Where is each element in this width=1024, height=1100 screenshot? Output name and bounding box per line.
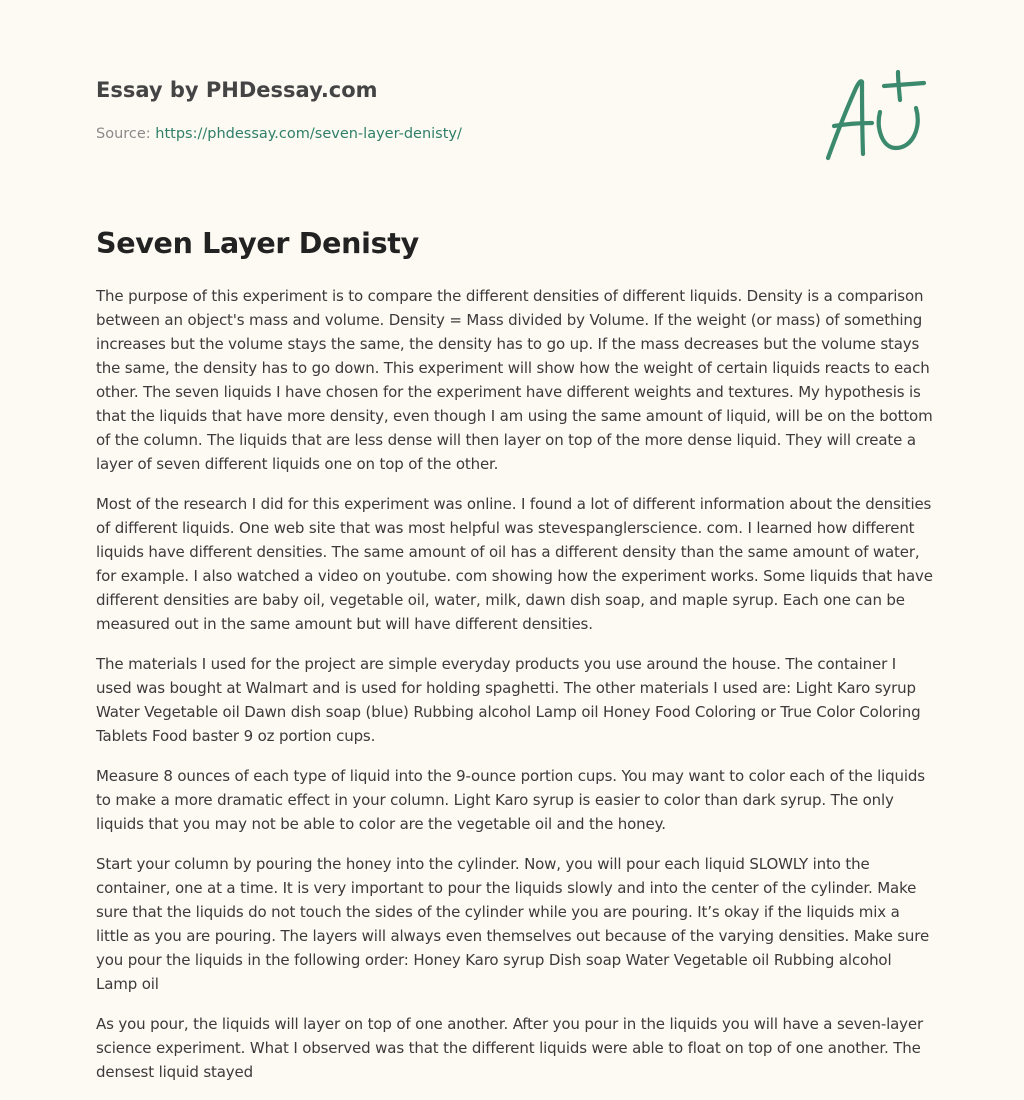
essay-paragraph: The materials I used for the project are simple everyday products you use around the house. The container I used was bought at Walmart and is used for holding spaghetti. The other materials I used are: Light Karo syrup Water Vegetable oil Dawn dish soap (blue) Rubbing alcohol Lamp oil Honey Food Coloring or True Color Coloring Tablets Food baster 9 oz portion cups. — [96, 655, 921, 745]
essay-paragraph: The purpose of this experiment is to compare the different densities of different liquids. Density is a comparison between an object's mass and volume. Density = Mass divided by Volume. If the weight (or mass) of something increases but the volume stays the same, the density has to go up. If the mass decreases but the volume stays the same, the density has to go down. This experiment will show how the weight of certain liquids reacts to each other. The seven liquids I have chosen for the experiment have different weights and textures. My hypothesis is that the liquids that have more density, even though I am using the same amount of liquid, will be on the bottom of the column. The liquids that are less dense will then layer on top of the more dense liquid. They will create a layer of seven different liquids one on top of the other. — [96, 287, 933, 473]
essay-body — [96, 284, 936, 1100]
essay-title: Seven Layer Denisty — [96, 227, 419, 260]
essay-paragraph: As you pour, the liquids will layer on top of one another. After you pour in the liquids you will have a seven-layer science experiment. What I observed was that the different liquids were able to float on top of one another. The densest liquid stayed — [96, 1015, 923, 1081]
source-label: Source: — [96, 126, 156, 142]
essay-paragraph: Most of the research I did for this experiment was online. I found a lot of different information about the densities of different liquids. One web site that was most helpful was stevespanglerscience. com. I learned how different liquids have different densities. The same amount of oil has a different density than the same amount of water, for example. I also watched a video on youtube. com showing how the experiment works. Some liquids that have different densities are baby oil, vegetable oil, water, milk, dawn dish soap, and maple syrup. Each one can be measured out in the same amount but will have different densities. — [96, 495, 933, 633]
essay-paragraph: Measure 8 ounces of each type of liquid into the 9-ounce portion cups. You may want to color each of the liquids to make a more dramatic effect in your column. Light Karo syrup is easier to color than dark syrup. The only liquids that you may not be able to color are the vegetable oil and the honey. — [96, 767, 925, 833]
source-link[interactable]: https://phdessay.com/seven-layer-denisty/ — [155, 126, 462, 142]
a-plus-logo-icon — [820, 68, 930, 164]
essay-paragraph: Start your column by pouring the honey into the cylinder. Now, you will pour each liquid SLOWLY into the container, one at a time. It is very important to pour the liquids slowly and into the center of the cylinder. Make sure that the liquids do not touch the sides of the cylinder while you are pouring. It’s okay if the liquids mix a little as you are pouring. The layers will always even themselves out because of the varying densities. Make sure you pour the liquids in the following order: Honey Karo syrup Dish soap Water Vegetable oil Rubbing alcohol Lamp oil — [96, 855, 930, 993]
essay-header — [96, 76, 796, 144]
source-line — [96, 124, 796, 144]
brand-title: Essay by PHDessay.com — [96, 78, 378, 102]
